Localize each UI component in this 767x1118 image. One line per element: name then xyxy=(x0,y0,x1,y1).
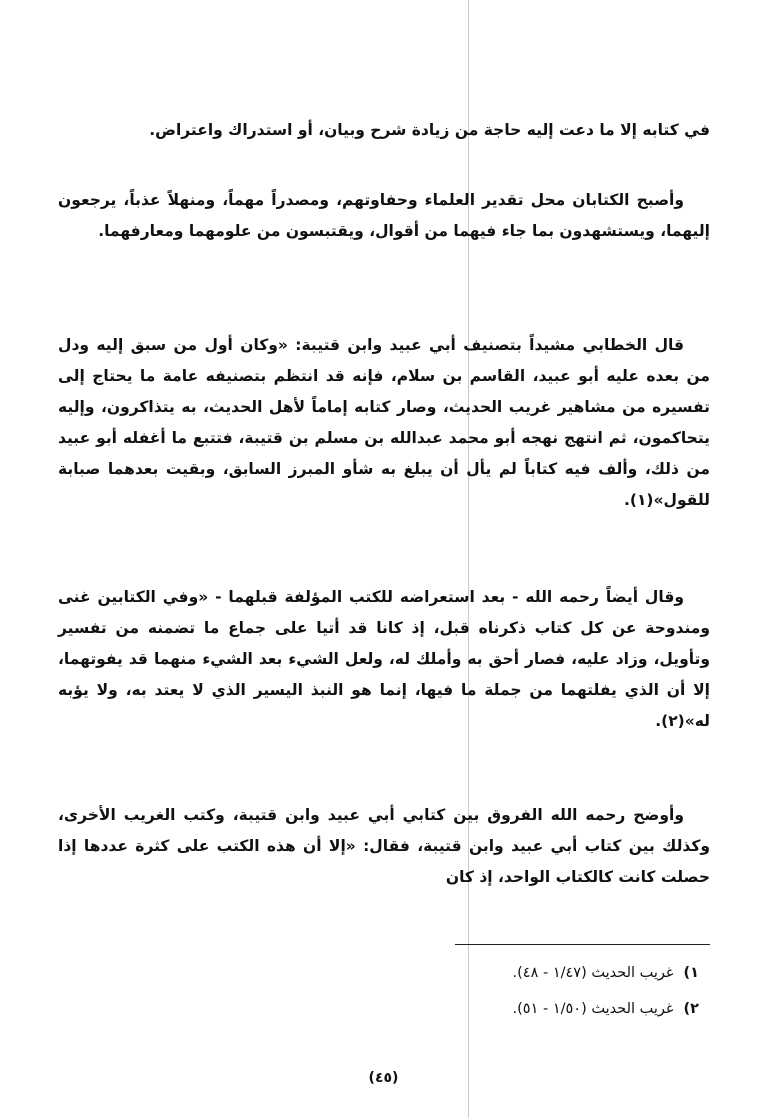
paragraph-5 xyxy=(58,800,710,893)
footnote-1-text: غريب الحديث (١/٤٧ - ٤٨). xyxy=(512,965,674,981)
paragraph-1-text: في كتابه إلا ما دعت إليه حاجة من زيادة شرح وبيان، أو استدراك واعتراض. xyxy=(149,121,710,139)
footnote-1-number: ١) xyxy=(683,965,699,981)
page-number: (٤٥) xyxy=(368,1070,399,1086)
footnote-2-number: ٢) xyxy=(683,1001,699,1017)
footnote-2 xyxy=(513,999,700,1019)
paragraph-4-text: وقال أيضاً رحمه الله - بعد استعراضه للكتب المؤلفة قبلهما - «وفي الكتابين غنى ومندوحة عن كل كتاب ذكرناه قبل، إذ كانا قد أتيا على جماع ما تضمنه من تفسير وتأويل، وزاد عليه، فصار أحق به وأملك له، ولعل الشيء بعد الشيء منهما قد يفوتهما، إلا أن الذي يفلتهما من جملة ما فيها، إنما هو النبذ اليسير الذي لا يعتد به، ولا يؤبه له»(٢). xyxy=(58,588,710,730)
footnote-2-text: غريب الحديث (١/٥٠ - ٥١). xyxy=(512,1001,674,1017)
paragraph-2 xyxy=(58,185,710,247)
footnote-separator xyxy=(455,944,710,945)
paragraph-1 xyxy=(58,115,710,146)
paragraph-4 xyxy=(58,582,710,737)
paragraph-2-text: وأصبح الكتابان محل تقدير العلماء وحفاوتهم، ومصدراً مهماً، ومنهلاً عذباً، يرجعون إليهما، ويستشهدون بما جاء فيهما من أقوال، ويقتبسون من علومهما ومعارفهما. xyxy=(58,191,710,240)
paragraph-3-text: قال الخطابي مشيداً بتصنيف أبي عبيد وابن قتيبة: «وكان أول من سبق إليه ودل من بعده عليه أبو عبيد، القاسم بن سلام، فإنه قد انتظم بتصنيفه عامة ما يحتاج إلى تفسيره من مشاهير غريب الحديث، وصار كتابه إماماً لأهل الحديث، به يتذاكرون، وإليه يتحاكمون، ثم انتهج نهجه أبو محمد عبدالله بن مسلم بن قتيبة، فتتبع ما أغفله أبو عبيد من ذلك، وألف فيه كتاباً لم يأل أن يبلغ به شأو المبرز السابق، وبقيت بعدهما صبابة للقول»(١). xyxy=(58,336,710,509)
paragraph-5-text: وأوضح رحمه الله الفروق بين كتابي أبي عبيد وابن قتيبة، وكتب الغريب الأخرى، وكذلك بين كتاب أبي عبيد وابن قتيبة، فقال: «إلا أن هذه الكتب على كثرة عددها إذا حصلت كانت كالكتاب الواحد، إذ كان xyxy=(58,806,710,886)
paragraph-3 xyxy=(58,330,710,516)
footnote-1 xyxy=(513,963,700,983)
